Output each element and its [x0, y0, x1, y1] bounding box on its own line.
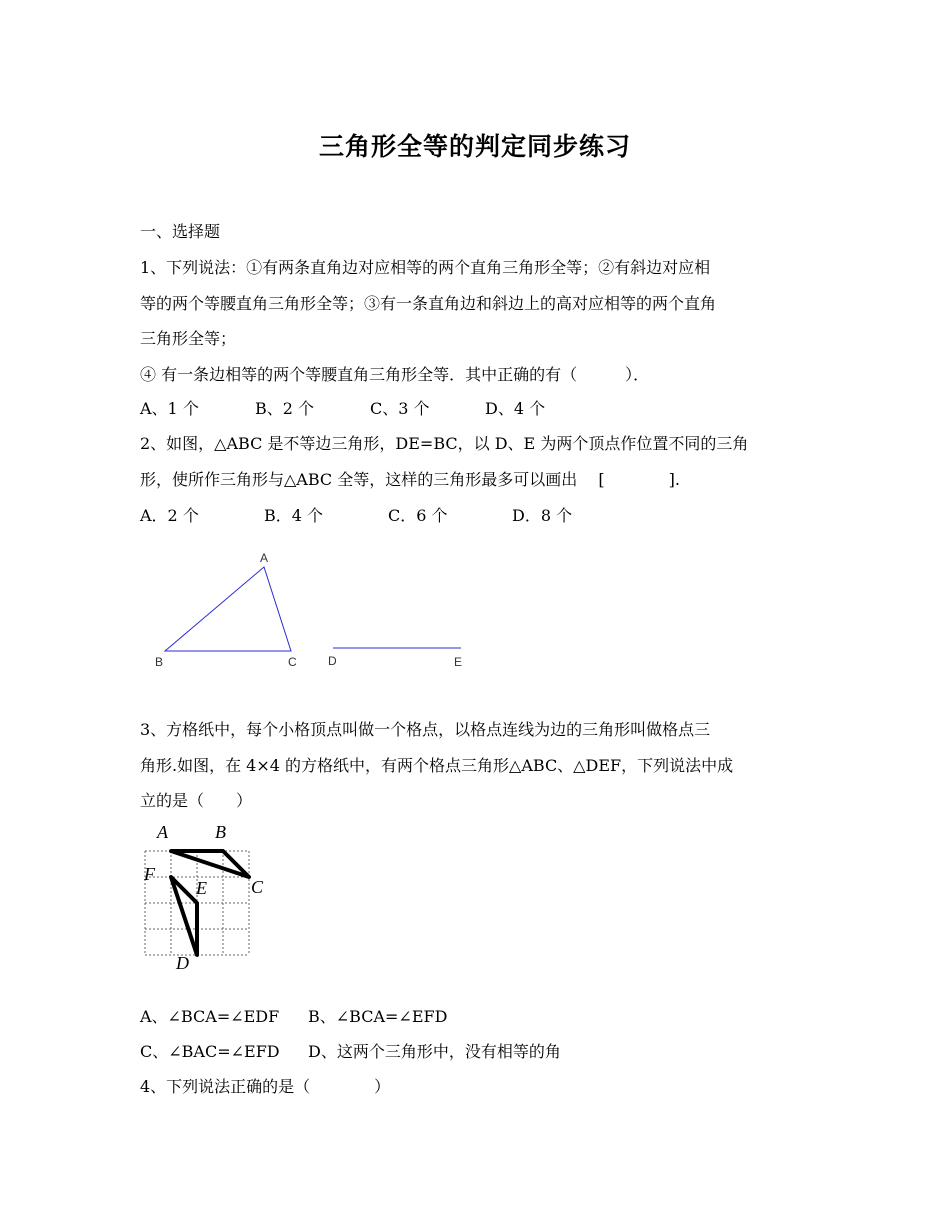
q2-line-1: 2、如图，△ABC 是不等边三角形，DE=BC，以 D、E 为两个顶点作位置不同的三角 [140, 434, 749, 453]
q3-options-row-2 [140, 1042, 561, 1062]
q1-option-b: B、2 个 [255, 399, 315, 418]
label-c: C [288, 655, 297, 669]
grid-label-b: B [215, 822, 226, 842]
label-a: A [260, 551, 269, 565]
grid-label-d: D [176, 953, 189, 973]
page-title: 三角形全等的判定同步练习 [318, 132, 631, 161]
q1-option-a: A、1 个 [140, 399, 199, 418]
triangle-abc [165, 567, 291, 651]
q2-option-d: D．8 个 [512, 506, 573, 525]
q2-option-b: B．4 个 [264, 506, 324, 525]
q1-line-4: ④ 有一条边相等的两个等腰直角三角形全等．其中正确的有（ ）． [140, 365, 650, 384]
q1-option-d: D、4 个 [485, 399, 546, 418]
q2-option-a: A．2 个 [140, 506, 199, 525]
q1-option-c: C、3 个 [370, 399, 430, 418]
q3-option-c: C、∠BAC=∠EFD [140, 1042, 280, 1061]
q2-option-c: C．6 个 [388, 506, 448, 525]
q3-options-row-1 [140, 1007, 447, 1027]
q1-options [140, 399, 545, 419]
q2-line-2: 形，使所作三角形与△ABC 全等，这样的三角形最多可以画出 [ ]. [140, 470, 680, 489]
triangle-abc-grid [171, 851, 249, 877]
q1-line-1: 1、下列说法：①有两条直角边对应相等的两个直角三角形全等；②有斜边对应相 [140, 258, 711, 277]
grid-label-f: F [144, 864, 155, 884]
label-d: D [328, 654, 337, 668]
q3-option-d: D、这两个三角形中，没有相等的角 [308, 1042, 561, 1061]
q3-line-2: 角形.如图，在 4×4 的方格纸中，有两个格点三角形△ABC、△DEF，下列说法中成 [140, 756, 734, 775]
q3-line-3: 立的是（ ） [140, 791, 253, 810]
q3-line-1: 3、方格纸中，每个小格顶点叫做一个格点，以格点连线为边的三角形叫做格点三 [140, 720, 711, 739]
q3-option-a: A、∠BCA=∠EDF [140, 1007, 280, 1026]
q3-grid-figure [140, 818, 280, 978]
q4-line-1: 4、下列说法正确的是（ ） [140, 1077, 391, 1096]
q3-option-b: B、∠BCA=∠EFD [308, 1007, 448, 1026]
grid-label-a: A [157, 822, 168, 842]
label-e: E [454, 655, 463, 669]
grid-label-c: C [251, 877, 264, 897]
grid-label-e: E [196, 878, 207, 898]
q2-triangle-figure [140, 545, 480, 675]
section-heading: 一、选择题 [140, 222, 221, 241]
q1-line-3: 三角形全等； [140, 329, 237, 348]
label-b: B [155, 655, 164, 669]
q2-options [140, 506, 572, 526]
q1-line-2: 等的两个等腰直角三角形全等；③有一条直角边和斜边上的高对应相等的两个直角 [140, 294, 717, 313]
triangle-def-grid [171, 877, 197, 955]
